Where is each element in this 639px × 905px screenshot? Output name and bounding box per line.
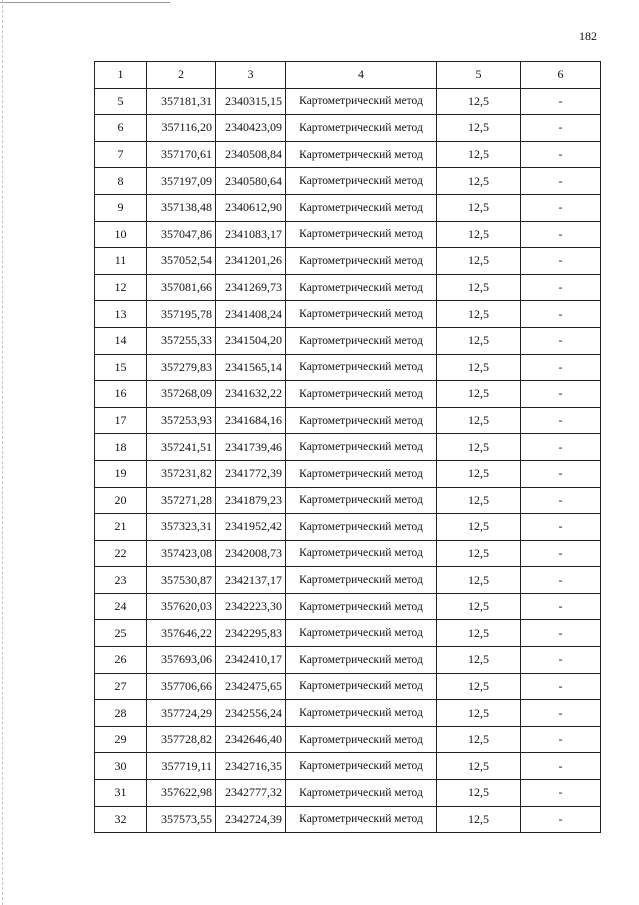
cell-method: Картометрический метод: [286, 141, 437, 168]
table-row: [95, 221, 601, 248]
cell-coordinate-x: 357170,61: [147, 141, 216, 168]
cell-note: -: [521, 88, 601, 115]
cell-coordinate-y: 2342777,32: [216, 780, 286, 807]
table-row: [95, 274, 601, 301]
cell-point-number: 25: [95, 620, 147, 647]
cell-point-number: 5: [95, 88, 147, 115]
cell-note: -: [521, 460, 601, 487]
cell-note: -: [521, 806, 601, 833]
cell-point-number: 7: [95, 141, 147, 168]
cell-note: -: [521, 221, 601, 248]
column-header-2: 2: [147, 62, 216, 89]
scan-edge-top: [0, 2, 170, 3]
cell-point-number: 9: [95, 194, 147, 221]
page-number: 182: [579, 29, 597, 43]
cell-coordinate-y: 2341879,23: [216, 487, 286, 514]
cell-accuracy: 12,5: [437, 141, 521, 168]
cell-coordinate-y: 2340508,84: [216, 141, 286, 168]
cell-note: -: [521, 327, 601, 354]
cell-coordinate-x: 357253,93: [147, 407, 216, 434]
cell-point-number: 17: [95, 407, 147, 434]
cell-method: Картометрический метод: [286, 540, 437, 567]
cell-note: -: [521, 487, 601, 514]
cell-note: -: [521, 753, 601, 780]
cell-coordinate-x: 357693,06: [147, 647, 216, 674]
column-header-6: 6: [521, 62, 601, 89]
cell-note: -: [521, 700, 601, 727]
cell-method: Картометрический метод: [286, 567, 437, 594]
cell-point-number: 10: [95, 221, 147, 248]
table-row: [95, 407, 601, 434]
cell-note: -: [521, 647, 601, 674]
cell-coordinate-y: 2342716,35: [216, 753, 286, 780]
cell-point-number: 6: [95, 115, 147, 142]
table-row: [95, 168, 601, 195]
table-row: [95, 301, 601, 328]
cell-accuracy: 12,5: [437, 620, 521, 647]
cell-coordinate-x: 357719,11: [147, 753, 216, 780]
cell-accuracy: 12,5: [437, 194, 521, 221]
cell-note: -: [521, 248, 601, 275]
cell-coordinate-y: 2341201,26: [216, 248, 286, 275]
cell-accuracy: 12,5: [437, 301, 521, 328]
table-row: [95, 115, 601, 142]
table-row: [95, 487, 601, 514]
table-row: [95, 726, 601, 753]
cell-accuracy: 12,5: [437, 274, 521, 301]
cell-method: Картометрический метод: [286, 327, 437, 354]
table-row: [95, 540, 601, 567]
cell-method: Картометрический метод: [286, 194, 437, 221]
cell-point-number: 8: [95, 168, 147, 195]
cell-coordinate-y: 2340580,64: [216, 168, 286, 195]
cell-accuracy: 12,5: [437, 540, 521, 567]
cell-accuracy: 12,5: [437, 700, 521, 727]
cell-coordinate-y: 2340612,90: [216, 194, 286, 221]
cell-coordinate-x: 357197,09: [147, 168, 216, 195]
cell-accuracy: 12,5: [437, 354, 521, 381]
cell-note: -: [521, 780, 601, 807]
cell-note: -: [521, 168, 601, 195]
cell-method: Картометрический метод: [286, 88, 437, 115]
cell-note: -: [521, 407, 601, 434]
cell-accuracy: 12,5: [437, 726, 521, 753]
cell-method: Картометрический метод: [286, 115, 437, 142]
cell-method: Картометрический метод: [286, 647, 437, 674]
cell-coordinate-x: 357195,78: [147, 301, 216, 328]
cell-method: Картометрический метод: [286, 806, 437, 833]
cell-note: -: [521, 673, 601, 700]
cell-accuracy: 12,5: [437, 460, 521, 487]
cell-point-number: 26: [95, 647, 147, 674]
cell-coordinate-x: 357268,09: [147, 381, 216, 408]
cell-accuracy: 12,5: [437, 567, 521, 594]
cell-accuracy: 12,5: [437, 381, 521, 408]
cell-coordinate-x: 357620,03: [147, 593, 216, 620]
cell-accuracy: 12,5: [437, 647, 521, 674]
cell-coordinate-y: 2340315,15: [216, 88, 286, 115]
cell-point-number: 28: [95, 700, 147, 727]
cell-accuracy: 12,5: [437, 806, 521, 833]
cell-coordinate-y: 2341772,39: [216, 460, 286, 487]
cell-coordinate-x: 357279,83: [147, 354, 216, 381]
cell-note: -: [521, 194, 601, 221]
cell-coordinate-x: 357052,54: [147, 248, 216, 275]
cell-accuracy: 12,5: [437, 221, 521, 248]
cell-method: Картометрический метод: [286, 248, 437, 275]
cell-coordinate-x: 357646,22: [147, 620, 216, 647]
cell-coordinate-x: 357706,66: [147, 673, 216, 700]
cell-coordinate-x: 357181,31: [147, 88, 216, 115]
cell-method: Картометрический метод: [286, 381, 437, 408]
cell-accuracy: 12,5: [437, 327, 521, 354]
cell-point-number: 13: [95, 301, 147, 328]
cell-method: Картометрический метод: [286, 434, 437, 461]
cell-point-number: 11: [95, 248, 147, 275]
cell-accuracy: 12,5: [437, 115, 521, 142]
cell-method: Картометрический метод: [286, 673, 437, 700]
cell-coordinate-y: 2341504,20: [216, 327, 286, 354]
cell-point-number: 12: [95, 274, 147, 301]
cell-coordinate-x: 357116,20: [147, 115, 216, 142]
cell-coordinate-y: 2341408,24: [216, 301, 286, 328]
table-row: [95, 434, 601, 461]
cell-coordinate-x: 357138,48: [147, 194, 216, 221]
coordinates-table: [94, 61, 601, 833]
cell-method: Картометрический метод: [286, 620, 437, 647]
header-row: [95, 62, 601, 89]
cell-method: Картометрический метод: [286, 700, 437, 727]
cell-accuracy: 12,5: [437, 514, 521, 541]
cell-accuracy: 12,5: [437, 434, 521, 461]
cell-coordinate-y: 2342223,30: [216, 593, 286, 620]
cell-coordinate-y: 2342646,40: [216, 726, 286, 753]
cell-point-number: 19: [95, 460, 147, 487]
cell-accuracy: 12,5: [437, 673, 521, 700]
cell-method: Картометрический метод: [286, 354, 437, 381]
cell-accuracy: 12,5: [437, 780, 521, 807]
cell-accuracy: 12,5: [437, 168, 521, 195]
table-row: [95, 647, 601, 674]
cell-accuracy: 12,5: [437, 248, 521, 275]
cell-method: Картометрический метод: [286, 753, 437, 780]
cell-coordinate-x: 357728,82: [147, 726, 216, 753]
table-row: [95, 381, 601, 408]
cell-method: Картометрический метод: [286, 514, 437, 541]
table-row: [95, 593, 601, 620]
cell-point-number: 15: [95, 354, 147, 381]
cell-point-number: 16: [95, 381, 147, 408]
cell-point-number: 23: [95, 567, 147, 594]
cell-coordinate-y: 2340423,09: [216, 115, 286, 142]
table-row: [95, 460, 601, 487]
cell-accuracy: 12,5: [437, 593, 521, 620]
cell-method: Картометрический метод: [286, 487, 437, 514]
table-row: [95, 514, 601, 541]
table-row: [95, 141, 601, 168]
table-row: [95, 620, 601, 647]
cell-coordinate-y: 2341083,17: [216, 221, 286, 248]
cell-coordinate-x: 357622,98: [147, 780, 216, 807]
cell-method: Картометрический метод: [286, 726, 437, 753]
cell-coordinate-x: 357271,28: [147, 487, 216, 514]
table-row: [95, 673, 601, 700]
table-row: [95, 88, 601, 115]
cell-point-number: 24: [95, 593, 147, 620]
cell-method: Картометрический метод: [286, 168, 437, 195]
cell-point-number: 29: [95, 726, 147, 753]
cell-note: -: [521, 726, 601, 753]
scan-edge-left: [2, 0, 3, 905]
cell-coordinate-x: 357573,55: [147, 806, 216, 833]
cell-coordinate-x: 357255,33: [147, 327, 216, 354]
cell-coordinate-y: 2342137,17: [216, 567, 286, 594]
table-row: [95, 194, 601, 221]
cell-coordinate-x: 357081,66: [147, 274, 216, 301]
cell-note: -: [521, 381, 601, 408]
cell-note: -: [521, 514, 601, 541]
column-header-1: 1: [95, 62, 147, 89]
cell-point-number: 31: [95, 780, 147, 807]
cell-point-number: 14: [95, 327, 147, 354]
cell-accuracy: 12,5: [437, 753, 521, 780]
cell-method: Картометрический метод: [286, 407, 437, 434]
cell-coordinate-x: 357241,51: [147, 434, 216, 461]
table-body: [95, 88, 601, 833]
cell-method: Картометрический метод: [286, 460, 437, 487]
cell-coordinate-x: 357724,29: [147, 700, 216, 727]
table-row: [95, 780, 601, 807]
cell-method: Картометрический метод: [286, 221, 437, 248]
cell-coordinate-y: 2341684,16: [216, 407, 286, 434]
cell-accuracy: 12,5: [437, 88, 521, 115]
cell-note: -: [521, 115, 601, 142]
cell-point-number: 18: [95, 434, 147, 461]
column-header-3: 3: [216, 62, 286, 89]
cell-coordinate-y: 2342475,65: [216, 673, 286, 700]
cell-method: Картометрический метод: [286, 593, 437, 620]
cell-coordinate-y: 2342724,39: [216, 806, 286, 833]
table-row: [95, 567, 601, 594]
cell-coordinate-y: 2341739,46: [216, 434, 286, 461]
cell-note: -: [521, 274, 601, 301]
column-header-5: 5: [437, 62, 521, 89]
cell-note: -: [521, 620, 601, 647]
cell-point-number: 30: [95, 753, 147, 780]
cell-coordinate-y: 2342556,24: [216, 700, 286, 727]
cell-method: Картометрический метод: [286, 274, 437, 301]
cell-coordinate-y: 2341565,14: [216, 354, 286, 381]
cell-coordinate-y: 2341269,73: [216, 274, 286, 301]
cell-coordinate-x: 357047,86: [147, 221, 216, 248]
table-row: [95, 327, 601, 354]
cell-point-number: 21: [95, 514, 147, 541]
cell-accuracy: 12,5: [437, 487, 521, 514]
cell-coordinate-y: 2342410,17: [216, 647, 286, 674]
table-row: [95, 753, 601, 780]
cell-coordinate-x: 357231,82: [147, 460, 216, 487]
cell-note: -: [521, 540, 601, 567]
cell-note: -: [521, 593, 601, 620]
cell-coordinate-x: 357423,08: [147, 540, 216, 567]
column-header-4: 4: [286, 62, 437, 89]
cell-point-number: 20: [95, 487, 147, 514]
table-row: [95, 354, 601, 381]
cell-accuracy: 12,5: [437, 407, 521, 434]
cell-point-number: 32: [95, 806, 147, 833]
cell-note: -: [521, 301, 601, 328]
cell-method: Картометрический метод: [286, 301, 437, 328]
cell-note: -: [521, 354, 601, 381]
cell-note: -: [521, 141, 601, 168]
cell-coordinate-y: 2341632,22: [216, 381, 286, 408]
cell-coordinate-x: 357323,31: [147, 514, 216, 541]
cell-method: Картометрический метод: [286, 780, 437, 807]
cell-point-number: 22: [95, 540, 147, 567]
cell-point-number: 27: [95, 673, 147, 700]
cell-coordinate-y: 2341952,42: [216, 514, 286, 541]
cell-coordinate-x: 357530,87: [147, 567, 216, 594]
table-header: [95, 62, 601, 89]
cell-note: -: [521, 567, 601, 594]
table-row: [95, 806, 601, 833]
cell-coordinate-y: 2342295,83: [216, 620, 286, 647]
table-row: [95, 700, 601, 727]
cell-note: -: [521, 434, 601, 461]
cell-coordinate-y: 2342008,73: [216, 540, 286, 567]
table-row: [95, 248, 601, 275]
